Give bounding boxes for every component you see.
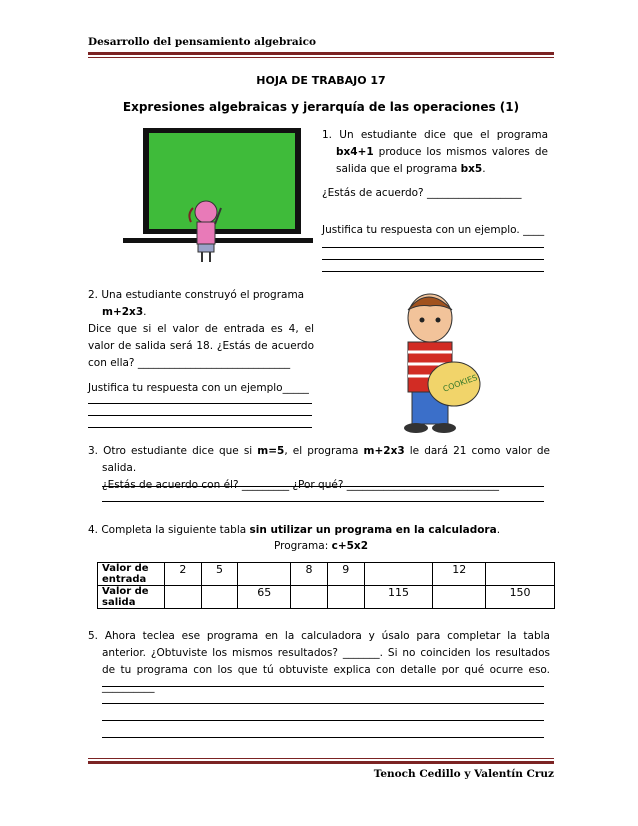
q4-text-a: 4. Completa la siguiente tabla (88, 524, 250, 536)
input-cell[interactable] (364, 563, 433, 586)
row-label-output: Valor de salida (98, 586, 165, 609)
q1-text-b: produce los mismos valores de salida que el programa (336, 146, 548, 175)
q5-answer-lines[interactable] (102, 674, 544, 738)
q2-justify: Justifica tu respuesta con un ejemplo_____ (88, 382, 309, 394)
output-cell[interactable] (327, 586, 364, 609)
q2-dot: . (143, 306, 147, 318)
q3-answer-lines[interactable] (102, 476, 544, 502)
q4-program: c+5x2 (331, 540, 369, 552)
question-2 (88, 287, 314, 372)
input-cell[interactable]: 2 (165, 563, 202, 586)
table-row-output (98, 586, 555, 609)
input-cell[interactable]: 12 (433, 563, 486, 586)
q3-text-a: 3. Otro estudiante dice que si (88, 445, 258, 457)
q1-text-c: . (482, 163, 486, 175)
output-cell[interactable] (165, 586, 202, 609)
footer-authors: Tenoch Cedillo y Valentín Cruz (373, 768, 554, 780)
running-header: Desarrollo del pensamiento algebraico (88, 36, 317, 48)
board-ledge (123, 238, 313, 243)
output-cell[interactable]: 115 (364, 586, 433, 609)
q2-program: m+2x3 (102, 306, 144, 318)
chalkboard-illustration (123, 126, 313, 266)
input-cell[interactable] (486, 563, 555, 586)
cookie-jar (428, 362, 480, 406)
footer-rule (88, 758, 554, 764)
q2-line-1: 2. Una estudiante construyó el programa (88, 289, 305, 301)
q1-agree: ¿Estás de acuerdo? __________________ (322, 187, 522, 199)
output-cell[interactable] (201, 586, 238, 609)
output-cell[interactable]: 65 (238, 586, 291, 609)
question-4 (88, 522, 554, 539)
row-label-input: Valor de entrada (98, 563, 165, 586)
q3-text-b: , el programa (284, 445, 364, 457)
cookie-jar-label: COOKIES (441, 372, 479, 394)
q1-justify: Justifica tu respuesta con un ejemplo. ____ (322, 224, 545, 236)
q4-text-c: . (496, 524, 501, 536)
q2-statement: Dice que si el valor de entrada es 4, el valor de salida será 18. ¿Estás de acuerdo con ella? _____________________________ (88, 323, 314, 369)
q3-question: ¿Estás de acuerdo con él? _________ ¿Por qué? _____________________________ (102, 479, 499, 491)
q3-text-c: le dará 21 como valor de salida. (102, 445, 550, 474)
q2-answer-lines[interactable] (88, 392, 312, 428)
output-cell[interactable] (291, 586, 328, 609)
board-surface (149, 133, 295, 229)
q4-emphasis: sin utilizar un programa en la calculadora (249, 524, 497, 536)
header-rule (88, 52, 554, 58)
question-1 (322, 127, 548, 178)
input-cell[interactable]: 5 (201, 563, 238, 586)
output-cell[interactable]: 150 (486, 586, 555, 609)
q4-program-line (88, 538, 554, 555)
input-cell[interactable]: 9 (327, 563, 364, 586)
q1-program-2: bx5 (460, 163, 483, 175)
table-row-input (98, 563, 555, 586)
page-title: HOJA DE TRABAJO 17 (256, 74, 386, 87)
page-subtitle: Expresiones algebraicas y jerarquía de las operaciones (1) (122, 100, 520, 114)
input-cell[interactable] (238, 563, 291, 586)
boy-illustration (382, 288, 492, 438)
q3-value: m=5 (257, 445, 285, 457)
q1-answer-lines[interactable] (322, 236, 544, 272)
q1-program-1: bx4+1 (336, 146, 374, 158)
question-5: 5. Ahora teclea ese programa en la calculadora y úsalo para completar la tabla anterior. ¿Obtuviste los mismos resultados? _______. Si no coinciden los resultados de tu programa con los que tú obtuviste explica con detalle por qué ocurre eso. __________ (88, 630, 550, 693)
input-cell[interactable]: 8 (291, 563, 328, 586)
q1-text-a: 1. Un estudiante dice que el programa (322, 129, 548, 141)
q3-program: m+2x3 (363, 445, 405, 457)
output-cell[interactable] (433, 586, 486, 609)
q4-program-label: Programa: (273, 540, 332, 552)
values-table (97, 562, 555, 609)
